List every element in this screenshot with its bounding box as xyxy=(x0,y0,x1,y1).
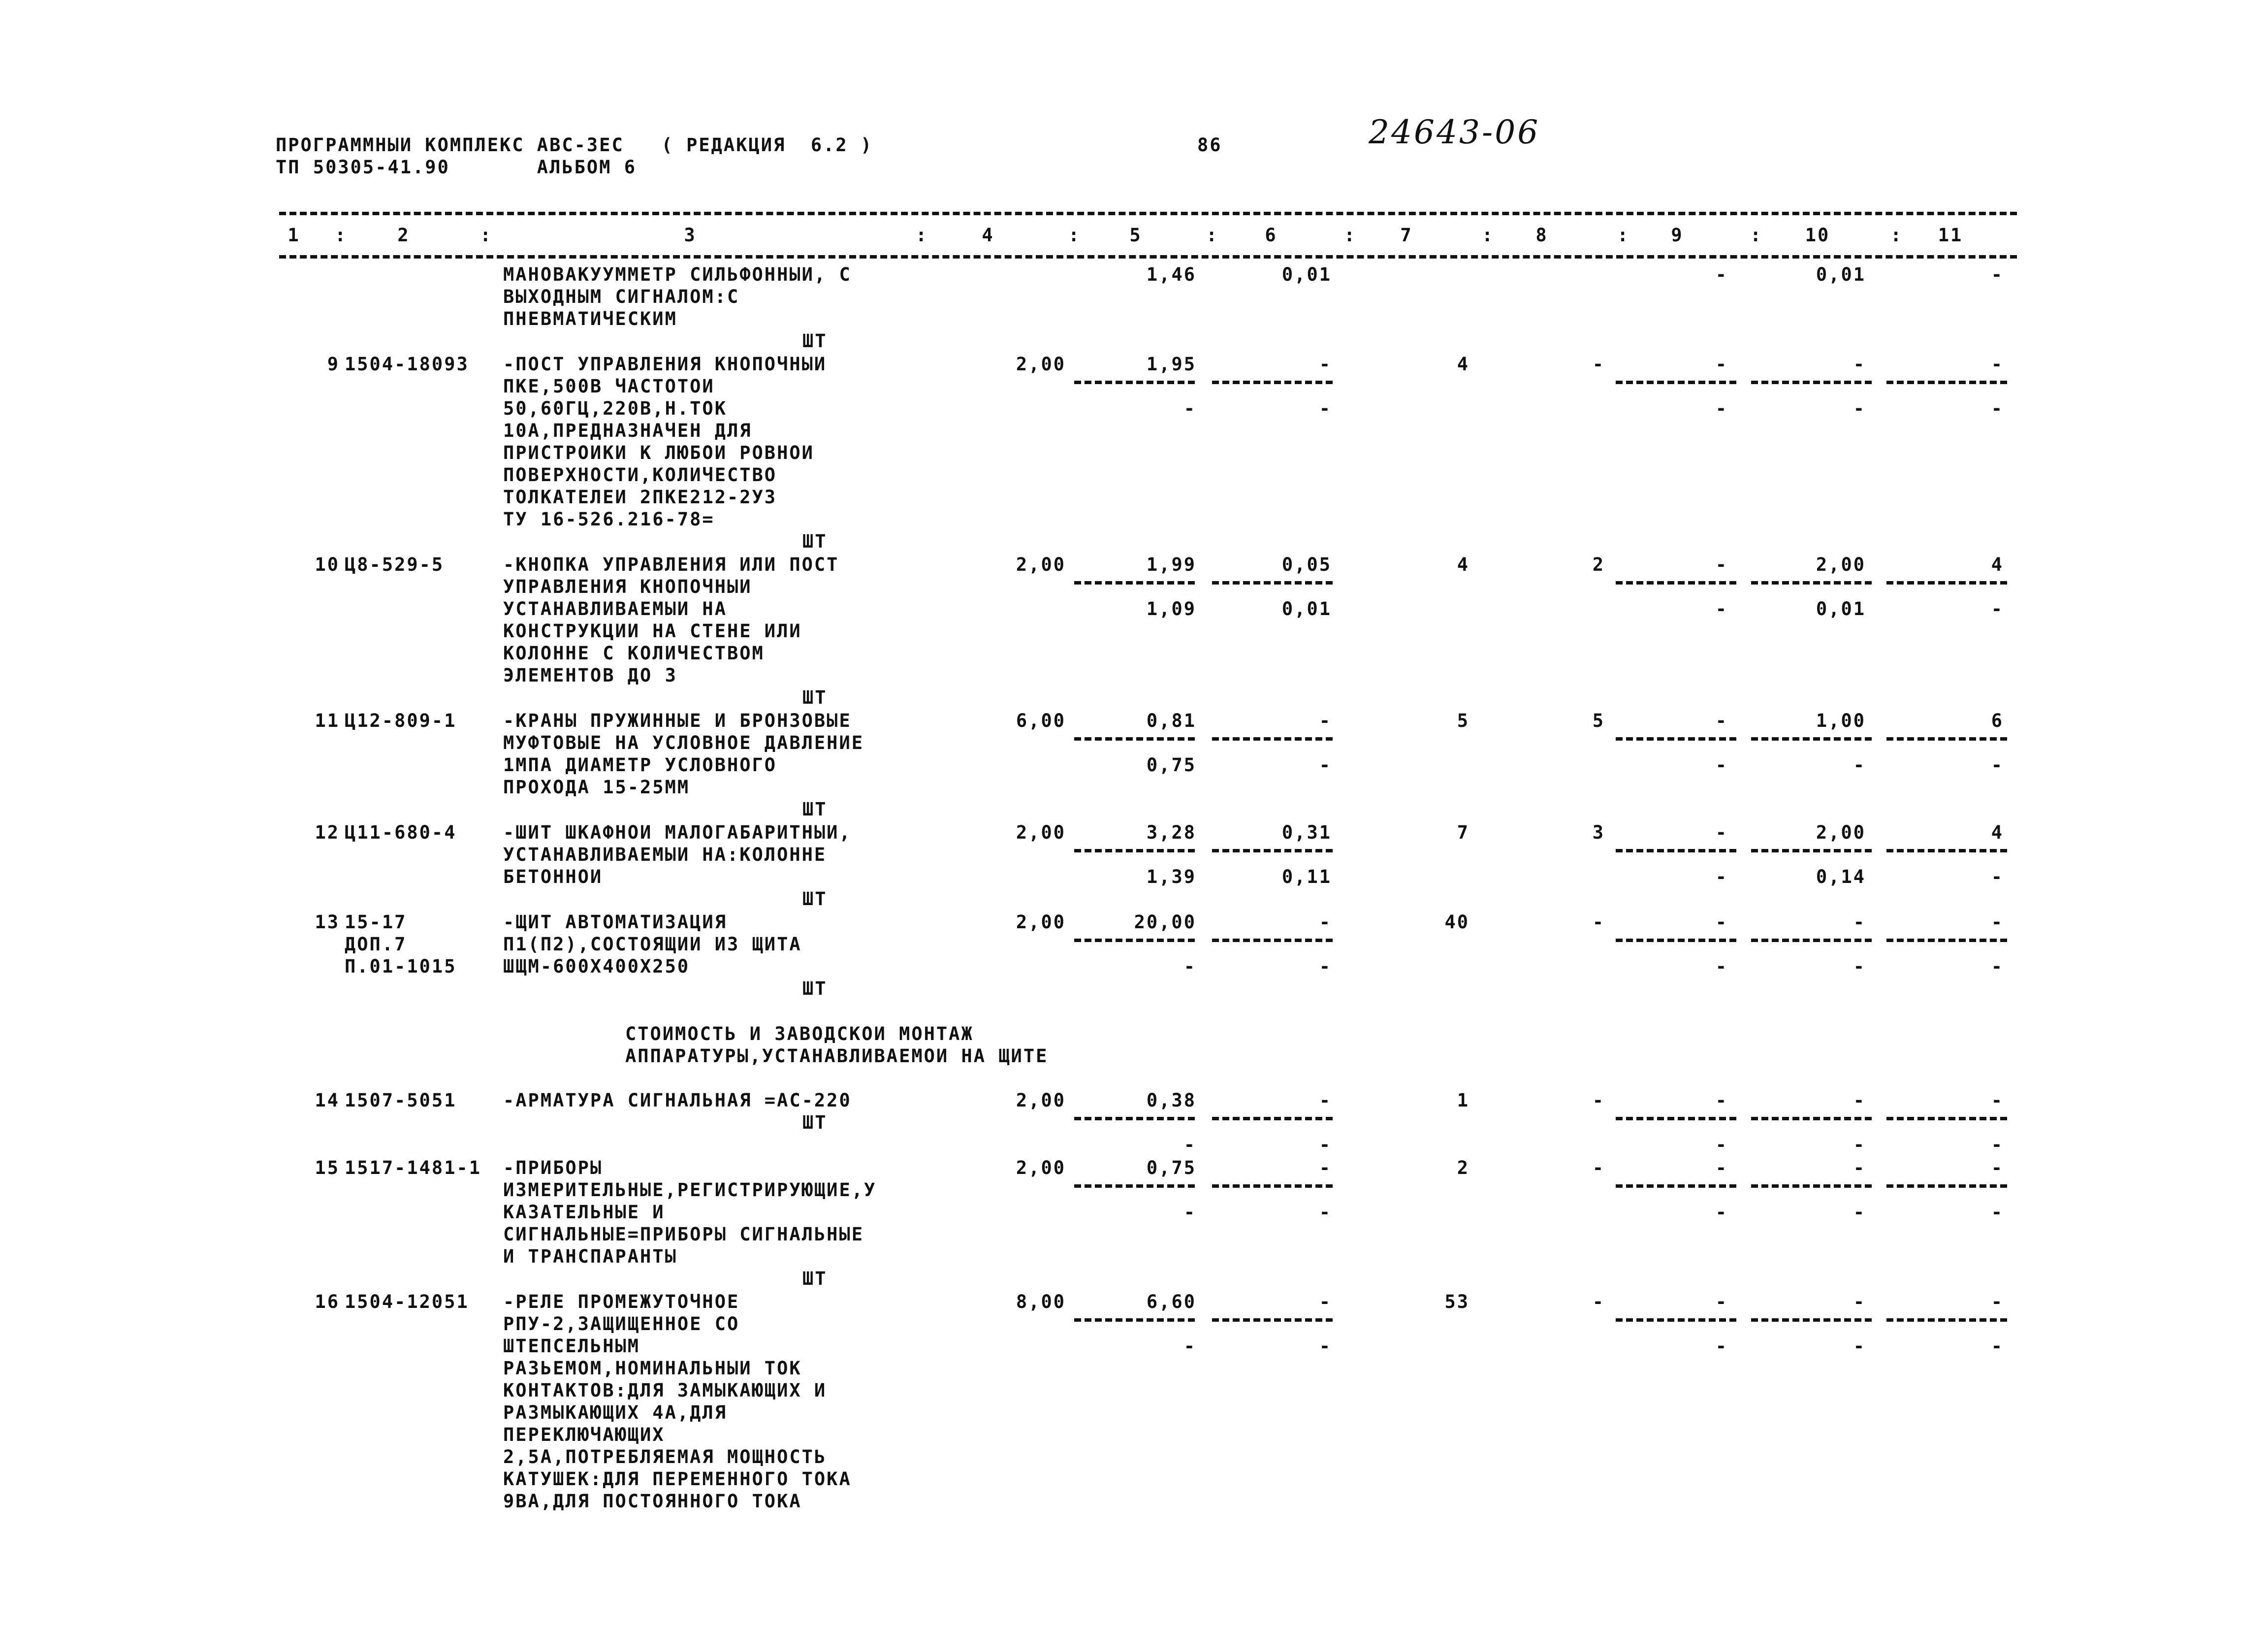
value-c9: - xyxy=(1715,354,1728,375)
row-number: 12 xyxy=(315,822,340,843)
item-description: ПРИСТРОИКИ К ЛЮБОИ РОВНОИ xyxy=(503,442,814,463)
column-separator: : xyxy=(1890,225,1903,246)
subtotal-dash-rule xyxy=(1751,381,1872,384)
subtotal-dash-rule xyxy=(1074,939,1195,942)
column-separator: : xyxy=(1068,225,1081,246)
subvalue-c9: - xyxy=(1715,1336,1728,1357)
item-description: ТУ 16-526.216-78= xyxy=(503,509,715,530)
rate-code: Ц8-529-5 xyxy=(345,554,445,575)
column-separator: : xyxy=(1482,225,1495,246)
value-c9: - xyxy=(1715,822,1728,843)
item-description: 9ВА,ДЛЯ ПОСТОЯННОГО ТОКА xyxy=(503,1491,802,1512)
subtotal-dash-rule xyxy=(1212,1184,1333,1188)
value-c11: 6 xyxy=(1991,710,2004,731)
item-description: ПКЕ,500В ЧАСТОТОИ xyxy=(503,376,715,397)
value-c9: - xyxy=(1715,912,1728,933)
value-c10: 2,00 xyxy=(1816,822,1866,843)
row-number: 10 xyxy=(315,554,340,575)
item-description: -КРАНЫ ПРУЖИННЫЕ И БРОНЗОВЫЕ xyxy=(503,710,852,731)
value-c8: - xyxy=(1592,1291,1605,1312)
item-description: ИЗМЕРИТЕЛЬНЫЕ,РЕГИСТРИРУЮЩИЕ,У xyxy=(503,1179,877,1201)
item-description: 1МПА ДИАМЕТР УСЛОВНОГО xyxy=(503,754,777,776)
subvalue-c11: - xyxy=(1991,866,2004,887)
value-c8: - xyxy=(1592,912,1605,933)
subtotal-dash-rule xyxy=(1212,849,1333,852)
column-header: 7 xyxy=(1400,225,1413,246)
subtotal-dash-rule xyxy=(1751,581,1872,585)
subtotal-dash-rule xyxy=(1616,849,1736,852)
value-c11: 4 xyxy=(1991,822,2004,843)
value-c6: - xyxy=(1319,1090,1332,1111)
subvalue-c5: - xyxy=(1183,1202,1196,1223)
value-c6: - xyxy=(1319,1291,1332,1312)
subtotal-dash-rule xyxy=(1616,939,1736,942)
value-c10: 2,00 xyxy=(1816,554,1866,575)
subvalue-c6: - xyxy=(1319,398,1332,419)
subtotal-dash-rule xyxy=(1074,1117,1195,1120)
subvalue-c9: - xyxy=(1715,754,1728,776)
column-separator: : xyxy=(1206,225,1219,246)
item-description: ПОВЕРХНОСТИ,КОЛИЧЕСТВО xyxy=(503,464,777,486)
unit-label: ШТ xyxy=(802,978,828,999)
item-description: -ПРИБОРЫ xyxy=(503,1157,603,1178)
value-c8: 3 xyxy=(1592,822,1605,843)
value-c5: 1,46 xyxy=(1146,264,1196,285)
subvalue-c5: 0,75 xyxy=(1146,754,1196,776)
item-description: УПРАВЛЕНИЯ КНОПОЧНЫИ xyxy=(503,576,752,597)
unit-label: ШТ xyxy=(802,799,828,820)
subvalue-c6: - xyxy=(1319,1202,1332,1223)
rate-code: Ц11-680-4 xyxy=(345,822,457,843)
value-c4: 2,00 xyxy=(1016,1157,1066,1178)
column-header: 6 xyxy=(1265,225,1278,246)
item-description: РАЗЬЕМОМ,НОМИНАЛЬНЫИ ТОК xyxy=(503,1358,802,1379)
unit-label: ШТ xyxy=(802,1112,828,1133)
subvalue-c6: - xyxy=(1319,956,1332,977)
row-number: 14 xyxy=(315,1090,340,1111)
unit-label: ШТ xyxy=(802,330,828,352)
item-description: -КНОПКА УПРАВЛЕНИЯ ИЛИ ПОСТ xyxy=(503,554,839,575)
subtotal-dash-rule xyxy=(1212,581,1333,585)
item-description: И ТРАНСПАРАНТЫ xyxy=(503,1246,677,1267)
subvalue-c11: - xyxy=(1991,754,2004,776)
value-c4: 2,00 xyxy=(1016,822,1066,843)
subtotal-dash-rule xyxy=(1212,737,1333,741)
subtotal-dash-rule xyxy=(1886,849,2007,852)
unit-label: ШТ xyxy=(802,1268,828,1289)
item-description: -ПОСТ УПРАВЛЕНИЯ КНОПОЧНЫИ xyxy=(503,354,827,375)
subvalue-c11: - xyxy=(1991,598,2004,619)
subvalue-c5: - xyxy=(1183,1336,1196,1357)
subtotal-dash-rule xyxy=(1751,1318,1872,1322)
value-c6: 0,01 xyxy=(1281,264,1332,285)
column-header: 5 xyxy=(1129,225,1142,246)
rate-code: 1507-5051 xyxy=(345,1090,457,1111)
table-header-rule xyxy=(279,255,2017,259)
subtotal-dash-rule xyxy=(1886,939,2007,942)
subvalue-c10: 0,01 xyxy=(1816,598,1866,619)
column-header: 9 xyxy=(1671,225,1684,246)
value-c4: 2,00 xyxy=(1016,354,1066,375)
value-c4: 2,00 xyxy=(1016,554,1066,575)
subvalue-c6: - xyxy=(1319,754,1332,776)
item-description: РПУ-2,ЗАЩИЩЕННОЕ СО xyxy=(503,1313,740,1335)
value-c9: - xyxy=(1715,554,1728,575)
subtotal-dash-rule xyxy=(1074,1184,1195,1188)
value-c7: 1 xyxy=(1457,1090,1469,1111)
subtotal-dash-rule xyxy=(1074,381,1195,384)
item-description: КАТУШЕК:ДЛЯ ПЕРЕМЕННОГО ТОКА xyxy=(503,1468,852,1490)
subtotal-dash-rule xyxy=(1616,581,1736,585)
column-separator: : xyxy=(1617,225,1630,246)
subtotal-dash-rule xyxy=(1212,381,1333,384)
value-c5: 6,60 xyxy=(1146,1291,1196,1312)
column-header: 11 xyxy=(1938,225,1963,246)
item-description: ПЕРЕКЛЮЧАЮЩИХ xyxy=(503,1424,665,1445)
item-description: КОНСТРУКЦИИ НА СТЕНЕ ИЛИ xyxy=(503,620,802,642)
value-c5: 20,00 xyxy=(1134,912,1196,933)
subvalue-c6: 0,11 xyxy=(1281,866,1332,887)
subvalue-c10: - xyxy=(1853,1336,1866,1357)
value-c7: 40 xyxy=(1444,912,1469,933)
value-c9: - xyxy=(1715,710,1728,731)
subvalue-c5: 1,39 xyxy=(1146,866,1196,887)
value-c11: 4 xyxy=(1991,554,2004,575)
subvalue-c6: 0,01 xyxy=(1281,598,1332,619)
value-c7: 53 xyxy=(1444,1291,1469,1312)
subtotal-dash-rule xyxy=(1616,1184,1736,1188)
subtotal-dash-rule xyxy=(1886,381,2007,384)
row-number: 13 xyxy=(315,912,340,933)
subvalue-c10: - xyxy=(1853,754,1866,776)
subvalue-c9: - xyxy=(1715,1134,1728,1155)
value-c6: - xyxy=(1319,912,1332,933)
item-description: МУФТОВЫЕ НА УСЛОВНОЕ ДАВЛЕНИЕ xyxy=(503,732,864,753)
subtotal-dash-rule xyxy=(1212,939,1333,942)
value-c7: 7 xyxy=(1457,822,1469,843)
row-number: 9 xyxy=(327,354,340,375)
item-description: КАЗАТЕЛЬНЫЕ И xyxy=(503,1202,665,1223)
subtotal-dash-rule xyxy=(1074,1318,1195,1322)
row-number: 16 xyxy=(315,1291,340,1312)
item-description: -АРМАТУРА СИГНАЛЬНАЯ =АС-220 xyxy=(503,1090,852,1111)
handwritten-doc-number: 24643-06 xyxy=(1369,113,1540,151)
item-description: П1(П2),СОСТОЯЩИИ ИЗ ЩИТА xyxy=(503,934,802,955)
value-c5: 3,28 xyxy=(1146,822,1196,843)
column-separator: : xyxy=(916,225,928,246)
value-c8: 2 xyxy=(1592,554,1605,575)
subvalue-c6: - xyxy=(1319,1134,1332,1155)
subvalue-c5: - xyxy=(1183,956,1196,977)
column-separator: : xyxy=(335,225,348,246)
column-separator: : xyxy=(1750,225,1763,246)
item-description: ШТЕПСЕЛЬНЫМ xyxy=(503,1336,640,1357)
subvalue-c10: 0,14 xyxy=(1816,866,1866,887)
item-description: -ШИТ ШКАФНОИ МАЛОГАБАРИТНЫИ, xyxy=(503,822,852,843)
subtotal-dash-rule xyxy=(1074,737,1195,741)
value-c10: - xyxy=(1853,1090,1866,1111)
rate-code: Ц12-809-1 xyxy=(345,710,457,731)
item-description: ЭЛЕМЕНТОВ ДО 3 xyxy=(503,665,677,686)
value-c5: 0,38 xyxy=(1146,1090,1196,1111)
item-description: ТОЛКАТЕЛЕИ 2ПКЕ212-2У3 xyxy=(503,487,777,508)
value-c7: 5 xyxy=(1457,710,1469,731)
subtotal-dash-rule xyxy=(1616,1318,1736,1322)
section-heading: СТОИМОСТЬ И ЗАВОДСКОИ МОНТАЖ xyxy=(625,1023,974,1044)
subvalue-c9: - xyxy=(1715,866,1728,887)
subtotal-dash-rule xyxy=(1616,1117,1736,1120)
value-c5: 1,99 xyxy=(1146,554,1196,575)
row-number: 15 xyxy=(315,1157,340,1178)
item-description: УСТАНАВЛИВАЕМЫИ НА xyxy=(503,598,727,619)
value-c7: 4 xyxy=(1457,354,1469,375)
value-c6: - xyxy=(1319,354,1332,375)
subvalue-c5: - xyxy=(1183,1134,1196,1155)
value-c10: - xyxy=(1853,354,1866,375)
value-c7: 2 xyxy=(1457,1157,1469,1178)
subvalue-c11: - xyxy=(1991,1202,2004,1223)
subtotal-dash-rule xyxy=(1751,849,1872,852)
value-c8: - xyxy=(1592,1090,1605,1111)
subvalue-c10: - xyxy=(1853,956,1866,977)
value-c9: - xyxy=(1715,1090,1728,1111)
item-description: МАНОВАКУУММЕТР СИЛЬФОННЫИ, С xyxy=(503,264,852,285)
subvalue-c9: - xyxy=(1715,398,1728,419)
item-description: ШЩМ-600Х400Х250 xyxy=(503,956,690,977)
value-c11: - xyxy=(1991,1291,2004,1312)
table-top-rule xyxy=(279,212,2017,215)
subtotal-dash-rule xyxy=(1886,1318,2007,1322)
item-description: УСТАНАВЛИВАЕМЫИ НА:КОЛОННЕ xyxy=(503,844,827,865)
subtotal-dash-rule xyxy=(1212,1318,1333,1322)
item-description: 10А,ПРЕДНАЗНАЧЕН ДЛЯ xyxy=(503,420,752,441)
subvalue-c11: - xyxy=(1991,1336,2004,1357)
value-c8: - xyxy=(1592,1157,1605,1178)
subtotal-dash-rule xyxy=(1751,1117,1872,1120)
subtotal-dash-rule xyxy=(1074,581,1195,585)
row-number: 11 xyxy=(315,710,340,731)
item-description: КОНТАКТОВ:ДЛЯ ЗАМЫКАЮЩИХ И xyxy=(503,1380,827,1401)
subtotal-dash-rule xyxy=(1751,737,1872,741)
subvalue-c10: - xyxy=(1853,1134,1866,1155)
subvalue-c11: - xyxy=(1991,398,2004,419)
subvalue-c6: - xyxy=(1319,1336,1332,1357)
value-c11: - xyxy=(1991,1090,2004,1111)
item-description: КОЛОННЕ С КОЛИЧЕСТВОМ xyxy=(503,643,765,664)
section-heading: АППАРАТУРЫ,УСТАНАВЛИВАЕМОИ НА ЩИТЕ xyxy=(625,1045,1049,1067)
value-c9: - xyxy=(1715,264,1728,285)
value-c11: - xyxy=(1991,354,2004,375)
value-c6: 0,05 xyxy=(1281,554,1332,575)
subtotal-dash-rule xyxy=(1886,737,2007,741)
subvalue-c5: - xyxy=(1183,398,1196,419)
item-description: БЕТОННОИ xyxy=(503,866,603,887)
column-header: 4 xyxy=(982,225,994,246)
value-c6: - xyxy=(1319,710,1332,731)
item-description: РАЗМЫКАЮЩИХ 4А,ДЛЯ xyxy=(503,1402,727,1423)
subvalue-c5: 1,09 xyxy=(1146,598,1196,619)
subvalue-c9: - xyxy=(1715,1202,1728,1223)
subvalue-c10: - xyxy=(1853,398,1866,419)
subtotal-dash-rule xyxy=(1886,1117,2007,1120)
column-header: 1 xyxy=(287,225,300,246)
subvalue-c11: - xyxy=(1991,956,2004,977)
value-c8: 5 xyxy=(1592,710,1605,731)
item-description: ПРОХОДА 15-25ММ xyxy=(503,777,690,798)
subtotal-dash-rule xyxy=(1886,581,2007,585)
item-description: -ЩИТ АВТОМАТИЗАЦИЯ xyxy=(503,912,727,933)
subtotal-dash-rule xyxy=(1074,849,1195,852)
value-c6: 0,31 xyxy=(1281,822,1332,843)
column-separator: : xyxy=(1344,225,1357,246)
value-c11: - xyxy=(1991,912,2004,933)
rate-code: 15-17 xyxy=(345,912,407,933)
column-header: 3 xyxy=(684,225,697,246)
page-number: 86 xyxy=(1197,134,1222,156)
subvalue-c9: - xyxy=(1715,956,1728,977)
column-header: 8 xyxy=(1535,225,1548,246)
value-c11: - xyxy=(1991,264,2004,285)
value-c5: 1,95 xyxy=(1146,354,1196,375)
value-c9: - xyxy=(1715,1157,1728,1178)
value-c10: - xyxy=(1853,1291,1866,1312)
value-c4: 6,00 xyxy=(1016,710,1066,731)
value-c4: 2,00 xyxy=(1016,912,1066,933)
value-c4: 8,00 xyxy=(1016,1291,1066,1312)
value-c5: 0,75 xyxy=(1146,1157,1196,1178)
subtotal-dash-rule xyxy=(1616,381,1736,384)
unit-label: ШТ xyxy=(802,888,828,910)
subvalue-c11: - xyxy=(1991,1134,2004,1155)
subtotal-dash-rule xyxy=(1751,1184,1872,1188)
value-c4: 2,00 xyxy=(1016,1090,1066,1111)
program-title: ПРОГРАММНЫИ КОМПЛЕКС АВС-3ЕС ( РЕДАКЦИЯ 6.2 ) xyxy=(276,134,873,156)
rate-code: П.01-1015 xyxy=(345,956,457,977)
item-description: ПНЕВМАТИЧЕСКИМ xyxy=(503,308,677,329)
value-c6: - xyxy=(1319,1157,1332,1178)
value-c10: - xyxy=(1853,912,1866,933)
column-separator: : xyxy=(480,225,493,246)
column-header: 10 xyxy=(1805,225,1830,246)
subtotal-dash-rule xyxy=(1616,737,1736,741)
rate-code: 1504-12051 xyxy=(345,1291,469,1312)
album-line: ТП 50305-41.90 АЛЬБОМ 6 xyxy=(276,157,637,178)
subvalue-c9: - xyxy=(1715,598,1728,619)
value-c11: - xyxy=(1991,1157,2004,1178)
value-c10: - xyxy=(1853,1157,1866,1178)
value-c8: - xyxy=(1592,354,1605,375)
column-header: 2 xyxy=(397,225,410,246)
item-description: -РЕЛЕ ПРОМЕЖУТОЧНОЕ xyxy=(503,1291,740,1312)
value-c9: - xyxy=(1715,1291,1728,1312)
subvalue-c10: - xyxy=(1853,1202,1866,1223)
item-description: СИГНАЛЬНЫЕ=ПРИБОРЫ СИГНАЛЬНЫЕ xyxy=(503,1224,864,1245)
item-description: 2,5А,ПОТРЕБЛЯЕМАЯ МОЩНОСТЬ xyxy=(503,1446,827,1467)
unit-label: ШТ xyxy=(802,687,828,708)
value-c5: 0,81 xyxy=(1146,710,1196,731)
unit-label: ШТ xyxy=(802,531,828,552)
value-c10: 0,01 xyxy=(1816,264,1866,285)
rate-code: 1517-1481-1 xyxy=(345,1157,482,1178)
subtotal-dash-rule xyxy=(1751,939,1872,942)
value-c7: 4 xyxy=(1457,554,1469,575)
subtotal-dash-rule xyxy=(1886,1184,2007,1188)
subtotal-dash-rule xyxy=(1212,1117,1333,1120)
rate-code: ДОП.7 xyxy=(345,934,407,955)
value-c10: 1,00 xyxy=(1816,710,1866,731)
item-description: ВЫХОДНЫМ СИГНАЛОМ:С xyxy=(503,286,740,307)
item-description: 50,60ГЦ,220В,Н.ТОК xyxy=(503,398,727,419)
rate-code: 1504-18093 xyxy=(345,354,469,375)
